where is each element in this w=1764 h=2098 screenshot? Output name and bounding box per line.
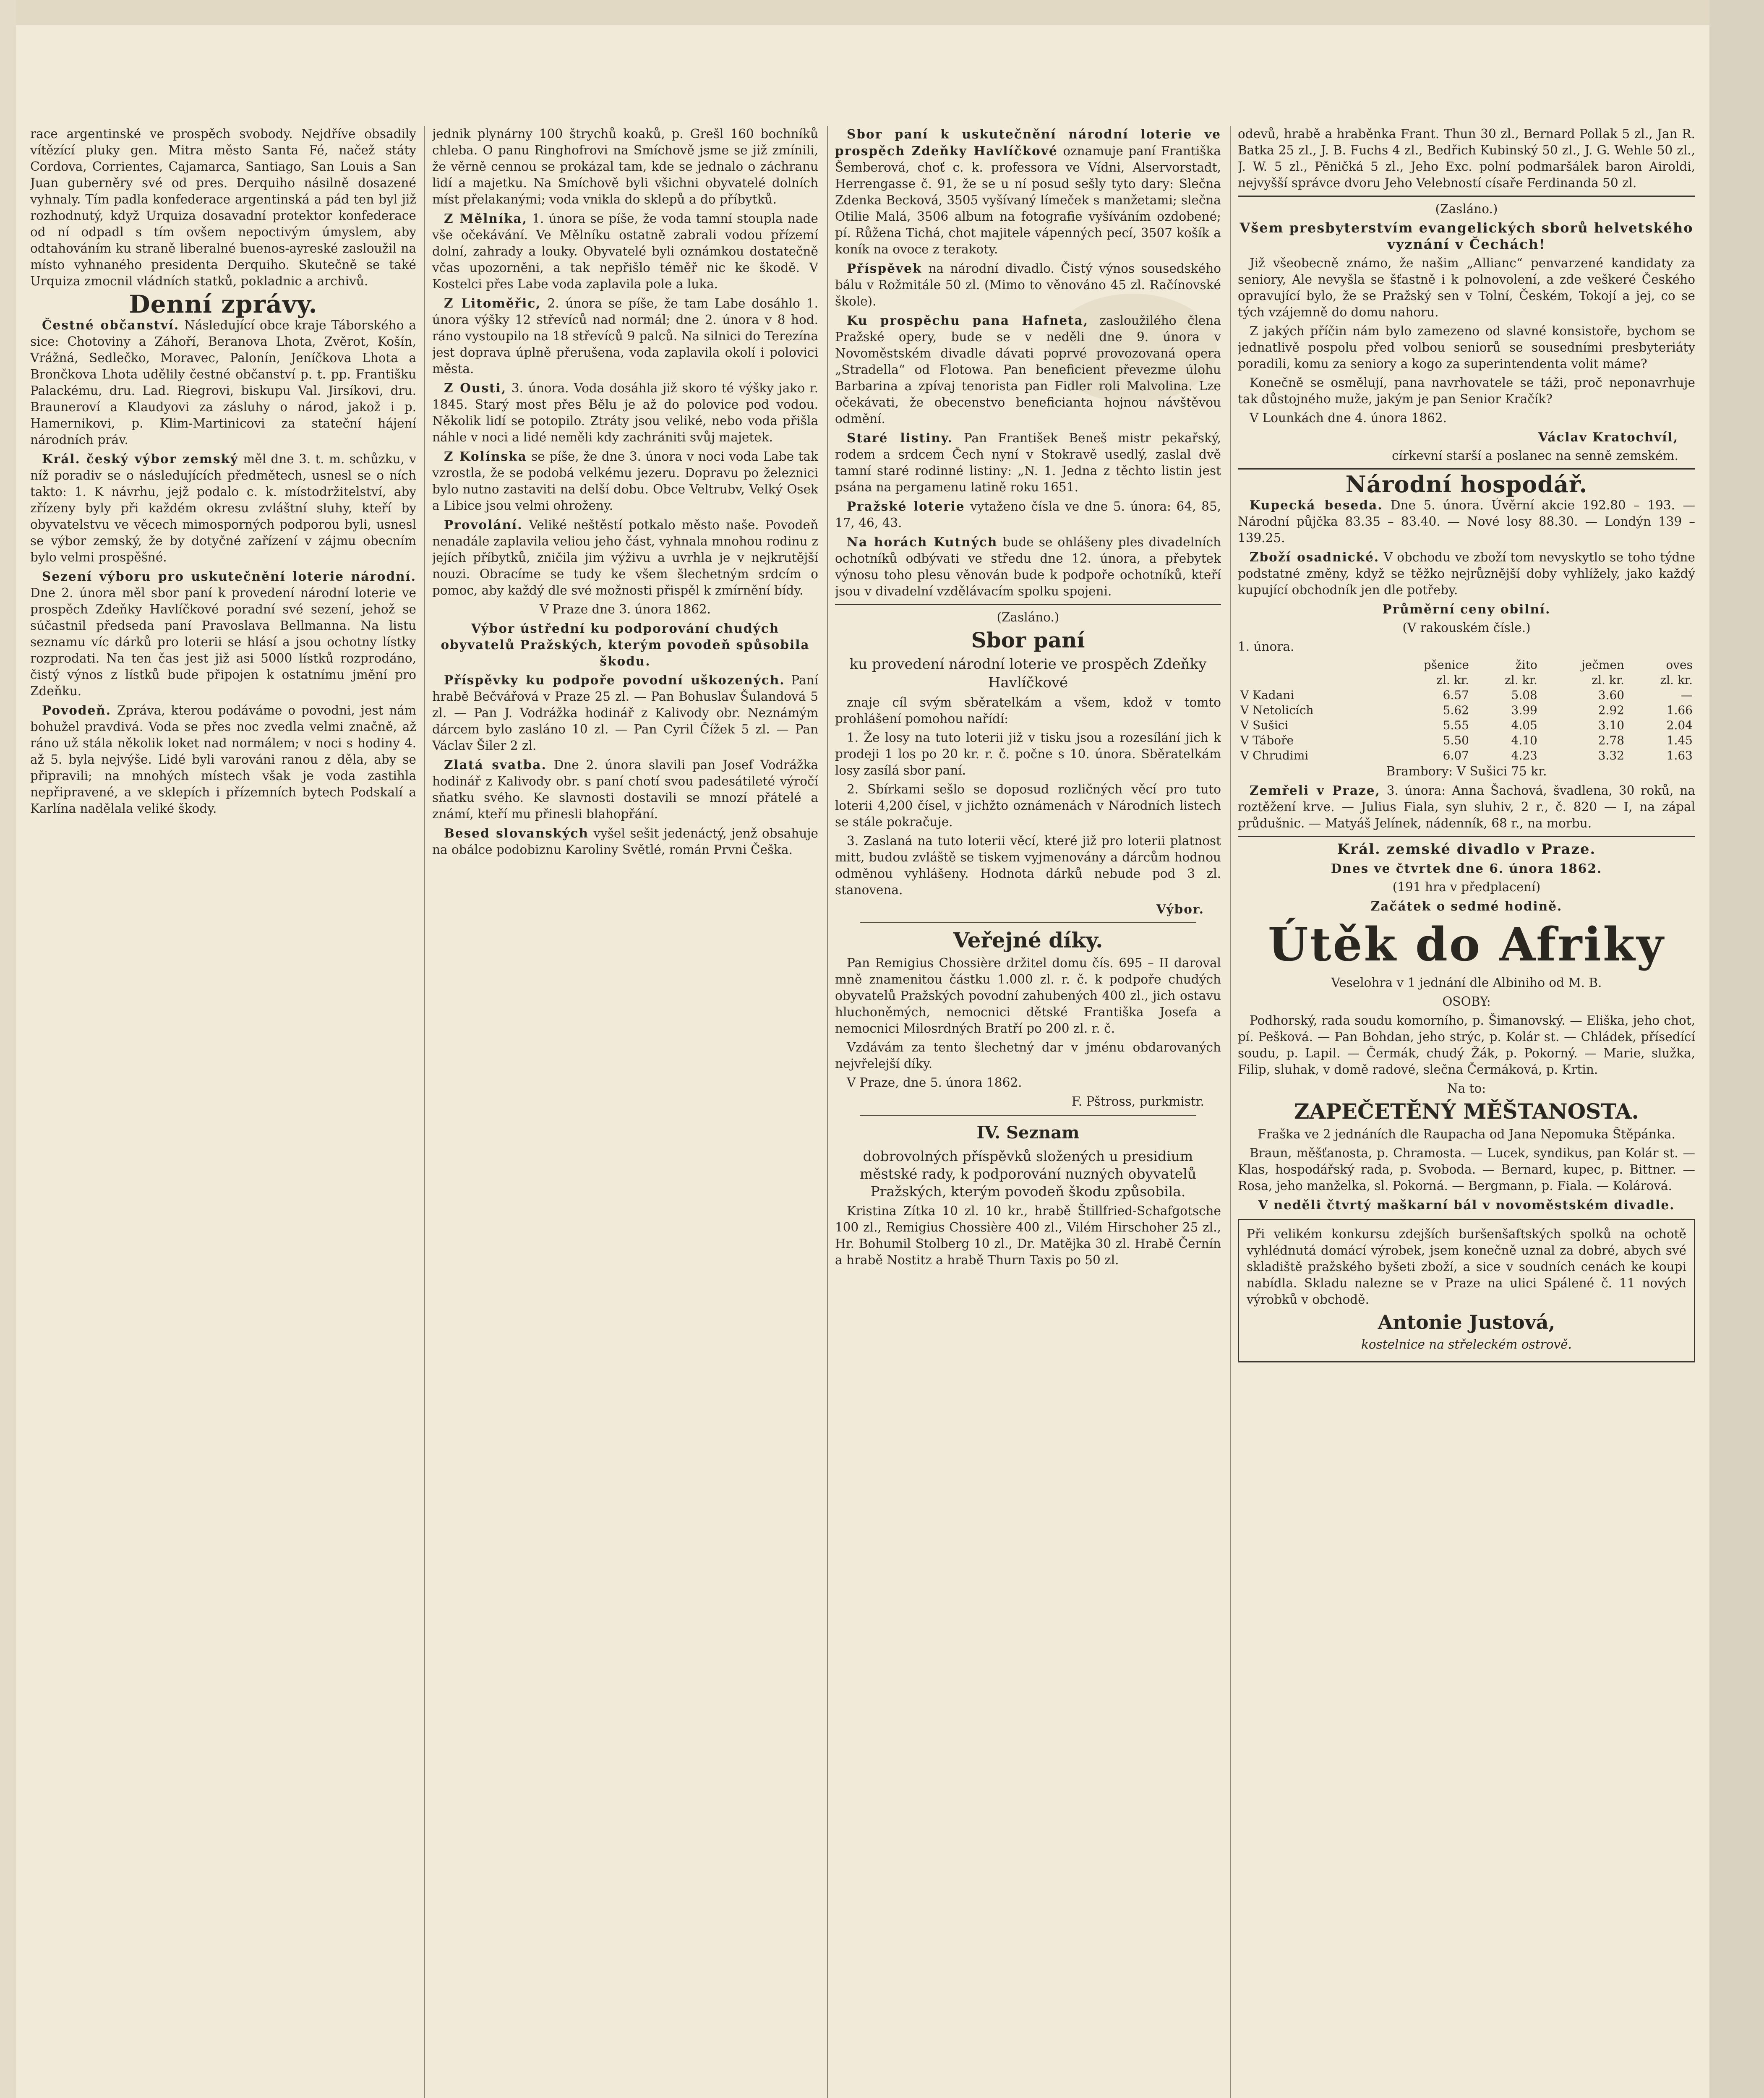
news-item [432, 210, 818, 292]
price-table-date: 1. února. [1238, 639, 1294, 654]
table-cell: 4.10 [1511, 733, 1537, 747]
table-cell: 3.99 [1511, 703, 1537, 717]
notice-title: Sbor paní [971, 628, 1085, 652]
news-item [30, 317, 416, 448]
notice-signature: Výbor. [1156, 902, 1204, 916]
news-item [432, 448, 818, 514]
letter-text: Konečně se osmělují, pana navrhovatele se táži, proč neponavrhuje tak důstojného muže, jakým je pan Senior Kračík? [1238, 376, 1695, 406]
news-text: Pan František Beneš mistr pekařský, rodem a srdcem Čech nyní v Stokravě usedlý, zaslal dvě tamní staré rodinné listiny: „N. 1. Jedna z těchto listin jest psána na pergamenu latině roku 1651. [835, 431, 1221, 494]
table-cell: 2.78 [1598, 733, 1625, 747]
price-note: Brambory: V Sušici 75 kr. [1386, 764, 1547, 778]
news-lead: Z Litoměřic, [444, 296, 541, 311]
theater-subscription: (191 hra v předplacení) [1392, 880, 1541, 894]
column-3 [835, 126, 1221, 2098]
letter-heading: Všem presbyterstvím evangelických sborů helvetského vyznání v Čechách! [1239, 220, 1694, 252]
divider [1238, 836, 1695, 837]
list-title: IV. Seznam [976, 1123, 1080, 1143]
divider [835, 604, 1221, 605]
table-cell: V Chrudimi [1240, 749, 1309, 762]
news-item [432, 380, 818, 446]
news-lead: Z Kolínska [444, 449, 527, 464]
table-unit-row [1238, 673, 1695, 688]
news-item [30, 702, 416, 817]
table-header: žito [1516, 658, 1537, 672]
notice-text: znaje cíl svým sběratelkám a všem, kdož v tomto prohlášení pomohou nařídí: [835, 695, 1221, 726]
table-cell: 1.66 [1666, 703, 1693, 717]
news-lead: Besed slovanských [444, 826, 589, 840]
thanks-text: Pan Remigius Chossière držitel domu čís. 695 – II daroval mně znamenitou částku 1.000 zl. r. č. k podpoře chudých obyvatelů Pražských povodní zahubených 400 zl., jich ostavu hluchoněmých, nemocnici dětské Františka Josefa a nemocnici Milosrdných Bratří po 200 zl. r. č. [835, 956, 1221, 1036]
price-table-title: Průměrní ceny obilní. [1382, 602, 1551, 616]
news-text: 3. února: Anna Šachová, švadlena, 30 roků, na roztěžení krve. — Julius Fiala, syn sluhiv, 2 r., č. 820 — I, na zápal průdušnic. — Matyáš Jelínek, nádenník, 68 r., na morbu. [1238, 783, 1695, 830]
ball-notice: V neděli čtvrtý maškarní bál v novoměstském divadle. [1258, 1198, 1675, 1212]
news-item [432, 672, 818, 754]
news-item [432, 757, 818, 822]
table-cell: 2.92 [1598, 703, 1625, 717]
committee-heading: Výbor ústřední ku podporování chudých obyvatelů Pražských, kterým povodeň spůsobila škodu. [441, 621, 810, 668]
news-lead: Zboží osadnické. [1250, 550, 1380, 564]
cast-list: Braun, měšťanosta, p. Chramosta. — Lucek, syndikus, pan Kolár st. — Klas, hospodářský rada, p. Svoboda. — Bernard, kupec, p. Bittner. — Rosa, jeho manželka, sl. Pokorná. — Bergmann, p. Fiala. — Kolárová. [1238, 1146, 1695, 1193]
page-margin-left [0, 0, 16, 2098]
dateline: V Lounkách dne 4. února 1862. [1250, 411, 1447, 425]
list-subtitle: dobrovolných příspěvků složených u presidium městské rady, k podporování nuzných obyvatelů Pražských, kterým povodeň škodu způsobila. [859, 1148, 1197, 1200]
notice-text: 2. Sbírkami sešlo se doposud rozličných věcí pro tuto loterii 4,200 čísel, v jichžto oznámenách v Národních listech se stále pokračuje. [835, 782, 1221, 829]
table-cell: 6.07 [1443, 749, 1469, 762]
section-heading: Denní zprávy. [129, 290, 318, 318]
news-lead: Čestné občanství. [42, 318, 180, 332]
news-lead: Sbor paní k uskutečnění národní loterie ve prospěch Zdeňky Havlíčkové [835, 127, 1221, 158]
article-text: race argentinské ve prospěch svobody. Nejdříve obsadily vítězící pluky gen. Mitra město Santa Fé, načež státy Cordova, Corrientes, Cajamarca, Santiago, San Louis a San Juan guberněry své od pres. Derquiho násilně dosazené vyhnaly. Tím padla konfederace argentinská a pád ten byl již rozhodnutý, když Urquiza dosavadní protektor konfederace od ní odpadl s tím ovšem nepoctivým úmyslem, aby odtahováním ku straně liberalné buenos-ayreské zasloužil na místo vyhnaného presidenta Derquiho. Skutečně se také Urquiza zmocnil vládních statků, pokladnic a archivů. [30, 127, 416, 288]
news-item [835, 312, 1221, 427]
dateline: V Praze, dne 5. února 1862. [847, 1075, 1022, 1090]
table-cell: V Sušici [1240, 718, 1289, 732]
play-subtitle: Veselohra v 1 jednání dle Albiniho od M. B. [1331, 976, 1602, 990]
news-lead: Příspěvek [847, 261, 922, 276]
page-top-band [16, 0, 1709, 25]
news-lead: Z Mělníka, [444, 211, 527, 226]
table-cell: 2.04 [1666, 718, 1693, 732]
section-heading: Národní hospodář. [1345, 471, 1588, 498]
news-text: jednik plynárny 100 štrychů koaků, p. Grešl 160 bochníků chleba. O panu Ringhofrovi na Smíchově jsme se již zmínili, že věrně cennou se prokázal tam, kde se jednalo o záchranu lidí a majetku. Na Smíchově byli všichni obyvatelé dolních míst přelakanými; voda vnikla do sklepů a do příbytků. [432, 127, 818, 206]
table-unit: zl. kr. [1660, 673, 1693, 687]
divider [1238, 196, 1695, 197]
table-header: ječmen [1581, 658, 1625, 672]
table-cell: V Kadani [1240, 688, 1294, 702]
news-lead: Zlatá svatba. [444, 757, 547, 772]
table-header: pšenice [1423, 658, 1469, 672]
news-item [835, 260, 1221, 310]
ad-signature: Antonie Justová, [1378, 1311, 1555, 1333]
table-unit: zl. kr. [1436, 673, 1469, 687]
column-rule [827, 126, 828, 2098]
news-text: se píše, že dne 3. února v noci voda Labe tak vzrostla, že se podobá velkému jezeru. Dopravu po železnici bylo nutno zastaviti na delší dobu. Obce Veltrubv, Velký Osek a Libice jsou velmi ohroženy. [432, 449, 818, 513]
news-item [835, 534, 1221, 600]
table-cell: 1.45 [1666, 733, 1693, 747]
table-cell: 5.50 [1443, 733, 1469, 747]
table-cell: 5.55 [1443, 718, 1469, 732]
news-text: na národní divadlo. Čistý výnos sousedského bálu v Rožmitále 50 zl. (Mimo to věnováno 45 zl. Račínovské škole). [835, 261, 1221, 308]
table-row [1238, 733, 1695, 748]
news-item [432, 295, 818, 377]
news-lead: Zemřeli v Praze, [1250, 783, 1380, 798]
advertisement [1238, 1219, 1695, 1362]
theater-title: Král. zemské divadlo v Praze. [1337, 841, 1596, 858]
divider [1238, 468, 1695, 470]
news-text: Dne 2. února měl sbor paní k provedení národní loterie ve prospěch Zdeňky Havlíčkové poradní své sezení, jehož se súčastnil předseda paní Pravoslava Bellmanna. Na listu seznamu víc dárků pro loterii se hlásí a jsou ochotny lístky rozprodati. Na ten čas jest již asi 5000 lístků rozprodáno, čistý výnos z lístků bude připojen k ostatnímu jmění pro Zdeňku. [30, 586, 416, 698]
table-header-row [1238, 658, 1695, 673]
notice-subtitle: ku provedení národní loterie ve prospěch Zdeňky Havlíčkové [849, 656, 1207, 691]
table-row [1238, 703, 1695, 718]
news-item [835, 498, 1221, 531]
theater-date: Dnes ve čtvrtek dne 6. února 1862. [1331, 861, 1602, 876]
dateline: V Praze dne 3. února 1862. [539, 602, 711, 616]
table-cell: 3.10 [1598, 718, 1625, 732]
news-text: 1. února se píše, že voda tamní stoupla nade vše očekávání. Ve Mělníku ostatně zabrali vodou přízemí dolní, zahrady a louky. Obyvatelé byli oznámkou dostatečně včas upozorněni, a tak nepřišlo téměř nic ke škodě. V Kostelci přes Labe voda zaplavila pole a luka. [432, 211, 818, 291]
cast-list: Podhorský, rada soudu komorního, p. Šimanovský. — Eliška, jeho chot, pí. Pešková. — Pan Bohdan, jeho strýc, p. Kolár st. — Chládek, přísedící soudu, p. Lapil. — Čermák, chudý Žák, p. Pokorný. — Marie, služka, Filip, sluhak, v domě radové, slečna Čermáková, p. Krtin. [1238, 1013, 1695, 1077]
table-cell: 6.57 [1443, 688, 1469, 702]
table-unit: zl. kr. [1505, 673, 1537, 687]
news-item [30, 568, 416, 699]
news-lead: Ku prospěchu pana Hafneta, [847, 313, 1089, 328]
page-edge-right [1709, 0, 1764, 2098]
price-table-subtitle: (V rakouském čísle.) [1402, 621, 1531, 635]
table-header [1238, 658, 1380, 673]
table-cell: — [1681, 688, 1693, 702]
news-text: zasloužilého člena Pražské opery, bude se v neděli dne 9. února v Novoměstském divadle dávati poprvé provozovaná opera „Stradella“ od Flotowa. Pan beneficient převezme úlohu Barbarina a zpívaj tenorista pan Fidler roli Malvolina. Lze očekávati, že obecenstvo beneficianta hojnou návštěvou odmění. [835, 313, 1221, 426]
notice-text: 1. Že losy na tuto loterii již v tisku jsou a rozesílání jich k prodeji 1 los po 20 kr. r. č. počne s 10. února. Sběratelkám losy zasílá sbor paní. [835, 731, 1221, 778]
news-text: Následující obce kraje Táborského a sice: Chotoviny a Záhoří, Beranova Lhota, Zvěrot, Košín, Vrážná, Sedlečko, Moravec, Palonín, Jeníčkova Lhota a Brončkova Lhota udělily čestné občanství p. t. pp. Františku Palackému, dru. Lad. Riegrovi, biskupu Val. Jirsíkovi, dru. Brauneroví a Klaudyovi za zásluhy o národ, jakož i p. Hamernikovi, p. Klim-Martinicovi za stateční hájení národních práv. [30, 318, 416, 447]
news-lead: Provolání. [444, 517, 523, 532]
column-rule [1230, 126, 1231, 2098]
news-text: měl dne 3. t. m. schůzku, v níž poradiv se o následujících předmětech, usnesl se o ních takto: 1. K návrhu, jejž podalo c. k. místodržitelství, aby zřízeny byly při každém okresu zvláštní sluhy, kteří by obyvatelstvu ve věcech mimosporných podporou byli, usnesl se výbor zemský, že by dotyčné zařízení v zájmu obecním bylo velmi prospěšné. [30, 452, 416, 564]
news-lead: Staré listiny. [847, 431, 953, 445]
ad-signature-sub: kostelnice na střeleckém ostrově. [1361, 1337, 1572, 1352]
table-unit: zl. kr. [1592, 673, 1625, 687]
news-item [432, 517, 818, 599]
table-cell: V Táboře [1240, 733, 1294, 747]
news-text: 2. února se píše, že tam Labe dosáhlo 1. února výšky 12 střevíců nad normál; dne 2. února v 8 hod. ráno vystoupilo na 18 střevíců 9 palců. Na silnici do Terezína jest doprava úplně přerušena, voda zaplavila okolí i polovici města. [432, 296, 818, 376]
column-4 [1238, 126, 1695, 2098]
news-item [30, 451, 416, 566]
table-row [1238, 718, 1695, 733]
thanks-text: Vzdávám za tento šlechetný dar v jménu obdarovaných nejvřelejší díky. [835, 1040, 1221, 1071]
letter-text: Již všeobecně známo, že našim „Allianc“ penvarzené kandidaty za seniory, Ale nevyšla se šťastně i k polnovolení, a zde veškeré Českého opravující bylo, že se Pražský sen v Tolní, Českém, Tokojí a jej, co se tých vzájemně do domu nahoru. [1238, 256, 1695, 319]
column-1 [30, 126, 416, 2098]
table-cell: 4.05 [1511, 718, 1537, 732]
news-text: Veliké neštěstí potkalo město naše. Povodeň nenadále zaplavila veliou jeho část, vyhnala mnohou rodinu z jejích příbytků, zničila jim výživu a uvrhla je v nejkrutější nouzi. Obracíme se tudy ke všem šlechetným srdcím o pomoc, aby každý dle své možnosti přispěl k zmírnění bídy. [432, 518, 818, 598]
table-cell: 3.32 [1598, 749, 1625, 762]
news-text: 3. února. Voda dosáhla již skoro té výšky jako r. 1845. Starý most přes Bělu je až do polovice pod vodou. Několik lidí se potopilo. Ztráty jsou veliké, nebo voda přišla náhle v noci a lidé neměli kdy zachrániti svůj majetek. [432, 381, 818, 444]
play2-title: ZAPEČETĚNÝ MĚŠTANOSTA. [1294, 1099, 1639, 1124]
price-table [1238, 658, 1695, 763]
notice-text: 3. Zaslaná na tuto loterii věcí, které již pro loterii platnost mitt, budou zvláště se tiskem vyjmenovány a dárcům hodnou odměnou vyhlášeny. Hodnota dárků nebude pod 3 zl. stanovena. [835, 834, 1221, 897]
news-text: vyšel sešit jedenáctý, jenž obsahuje na obálce podobiznu Karoliny Světlé, román Prvni Češka. [432, 826, 818, 857]
table-row [1238, 688, 1695, 703]
news-lead: Příspěvky ku podpoře povodní uškozených. [444, 673, 785, 687]
list-text: Kristina Zítka 10 zl. 10 kr., hrabě Štillfried-Schafgotsche 100 zl., Remigius Chossière 400 zl., Vilém Hirschoher 25 zl., Hr. Bohumil Stolberg 10 zl., Dr. Matějka 30 zl. Hrabě Černín a hrabě Nostitz a hrabě Thurn Taxis po 50 zl. [835, 1204, 1221, 1267]
table-unit [1238, 673, 1380, 688]
theater-start: Začátek o sedmé hodině. [1370, 899, 1563, 913]
news-text: Dne 2. února slavili pan Josef Vodrážka hodinář z Kalivody obr. s paní chotí svou padesátileté výročí sňatku svého. Ke slavnosti dostavili se mnozí přátelé a známí, kteří mu přinesli blahopřání. [432, 758, 818, 821]
column-rule [424, 126, 425, 2098]
table-cell: 1.63 [1666, 749, 1693, 762]
news-item [835, 126, 1221, 258]
news-item [835, 430, 1221, 496]
signature: F. Pštross, purkmistr. [1071, 1094, 1204, 1109]
thanks-title: Veřejné díky. [953, 928, 1103, 952]
news-text: bude se ohlášeny ples divadelních ochotníků odbývati ve středu dne 12. února, a přebytek výnosu toho plesu věnován bude k podpoře ochotníků, kteří jsou v divadelní vzdělávacím spolku spojeni. [835, 535, 1221, 598]
zaslano-label: (Zasláno.) [997, 610, 1059, 624]
news-lead: Král. český výbor zemský [42, 451, 239, 466]
news-lead: Pražské loterie [847, 499, 965, 514]
then-label: Na to: [1447, 1081, 1486, 1096]
news-lead: Povodeň. [42, 703, 111, 718]
news-text: V obchodu ve zboží tom nevyskytlo se toho týdne podstatné změny, když se těžko nejrůznější doby vyhlížely, jako každý kupující obchodník jen dle potřeby. [1238, 550, 1695, 597]
play-title: Útěk do Afriky [1268, 917, 1665, 971]
news-item [1238, 549, 1695, 598]
table-cell: 5.62 [1443, 703, 1469, 717]
divider [860, 922, 1196, 923]
news-lead: Z Ousti, [444, 381, 507, 395]
news-item [1238, 782, 1695, 832]
signature: Václav Kratochvíl, [1538, 430, 1678, 444]
table-row [1238, 748, 1695, 763]
table-cell: 5.08 [1511, 688, 1537, 702]
divider [860, 1115, 1196, 1116]
news-text: vytaženo čísla ve dne 5. února: 64, 85, 17, 46, 43. [835, 499, 1221, 530]
news-text: Zpráva, kterou podáváme o povodni, jest nám bohužel pravdivá. Voda se přes noc zvedla velmi značně, až ráno už stála několik loket nad normálem; v noci s hodiny 4. až 5. byla nejvýše. Lidé byli varováni ranou z děla, aby se připravili; na mnohých místech však je voda zastihla nepřipravené, a ve sklepích i přízemních bytech Podskalí a Karlína nadělala veliké škody. [30, 703, 416, 816]
table-cell: V Netolicích [1240, 703, 1314, 717]
table-cell: 4.23 [1511, 749, 1537, 762]
zaslano-label: (Zasláno.) [1435, 202, 1498, 216]
letter-text: Z jakých příčin nám bylo zamezeno od slavné konsistoře, bychom se jednatlivě pospolu před volbou seniorů se sousedními presbyteriáty poradili, komu za seniory a kogo za superintendenta volit máme? [1238, 324, 1695, 371]
news-lead: Sezení výboru pro uskutečnění loterie národní. [42, 569, 416, 584]
news-text: Dne 5. února. Úvěrní akcie 192.80 – 193. — Národní půjčka 83.35 – 83.40. — Nové losy 88.30. — Londýn 139 – 139.25. [1238, 498, 1695, 545]
cast-heading: OSOBY: [1442, 994, 1491, 1009]
list-text: odevů, hrabě a hraběnka Frant. Thun 30 zl., Bernard Pollak 5 zl., Jan R. Batka 25 zl., J. B. Fuchs 4 zl., Bedřich Kubinský 50 zl., J. G. Wehle 50 zl., J. W. 5 zl., Pěničká 5 zl., Jeho Exc. polní podmaršálek baron Airoldi, nejvyšší správce dvoru Jeho Velebností císaře Ferdinanda 50 zl. [1238, 127, 1695, 190]
news-lead: Na horách Kutných [847, 535, 998, 549]
ad-text: Při velikém konkursu zdejších buršenšaftských spolků na ochotě vyhlédnutá domácí výrobek, jsem konečně uznal za dobré, abych své skladiště pražského byšeti zboží, a sice v soudních cenách ke koupi nabídla. Skladu nalezne se v Praze na ulici Spálené č. 11 nových výrobků v obchodě. [1247, 1227, 1686, 1307]
news-text: Paní hrabě Bečvářová v Praze 25 zl. — Pan Bohuslav Šulandová 5 zl. — Pan J. Vodrážka hodinář z Kalivody obr. Neznámým dárcem bylo zasláno 10 zl. — Pan Cyril Čížek 5 zl. — Pan Václav Šiler 2 zl. [432, 673, 818, 753]
news-item [432, 825, 818, 858]
news-text: oznamuje paní Františka Šemberová, choť c. k. professora ve Vídni, Alservorstadt, Herrengasse č. 91, že se u ní posud sešly tyto dary: Slečna Zdenka Becková, 3505 vyšívaný límeček s manžetami; slečna Otilie Malá, 3506 album na fotografie vyšíváním ozdobené; pí. Růžena Tichá, chot majitele vápenných pecí, 3507 košík a koník na ovoce z terakoty. [835, 144, 1221, 256]
table-cell: 3.60 [1598, 688, 1625, 702]
news-lead: Kupecká beseda. [1250, 498, 1383, 512]
news-item [1238, 497, 1695, 546]
column-2 [432, 126, 818, 2098]
signature-title: církevní starší a poslanec na senně zemském. [1392, 449, 1678, 463]
table-header: oves [1666, 658, 1693, 672]
play2-subtitle: Fraška ve 2 jednáních dle Raupacha od Jana Nepomuka Štěpánka. [1258, 1127, 1675, 1141]
